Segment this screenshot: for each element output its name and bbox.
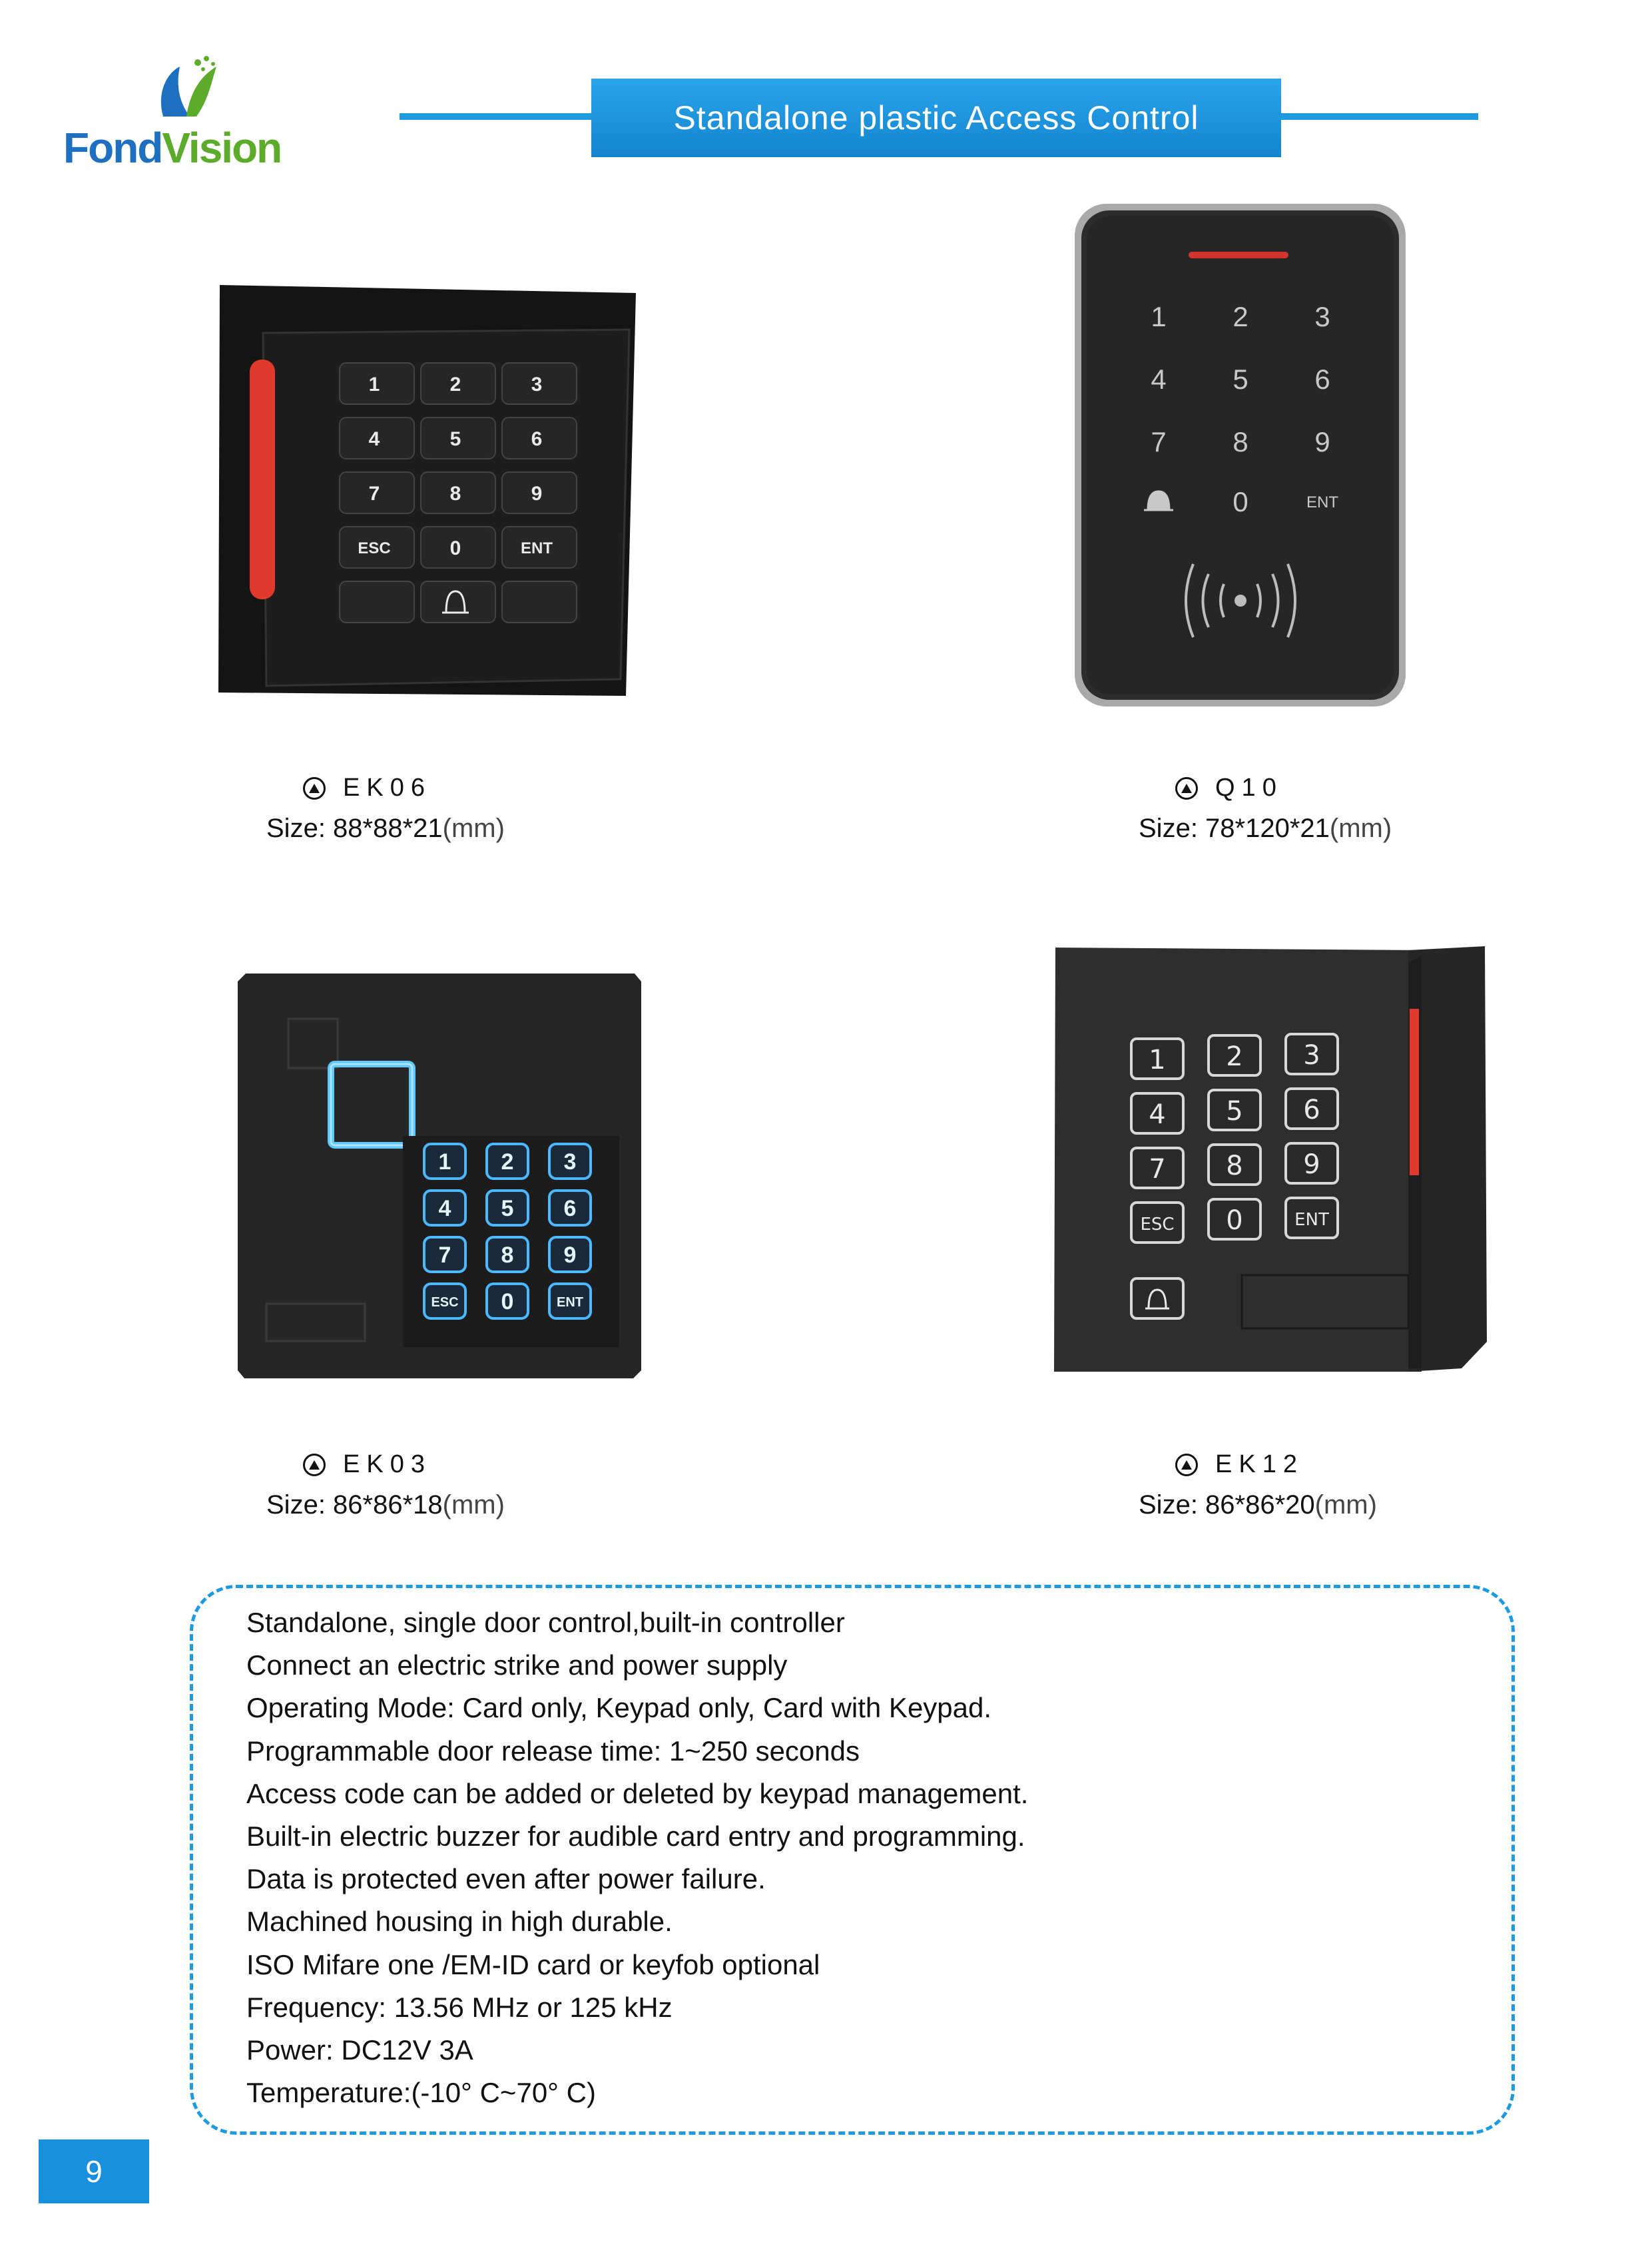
key-label: 4: [1151, 364, 1167, 395]
brand-name-part2: Vision: [162, 124, 282, 172]
key-label: 3: [1314, 301, 1330, 332]
size-value: Size: 88*88*21: [266, 814, 443, 843]
key-label: ESC: [431, 1295, 459, 1310]
key-label: 1: [368, 374, 380, 396]
spec-item: Programmable door release time: 1~250 seconds: [246, 1735, 860, 1767]
size-unit: (mm): [442, 814, 505, 843]
status-led: [1189, 252, 1288, 258]
model-label: [1175, 1450, 1304, 1479]
key-label: 6: [1314, 364, 1330, 395]
key-label: ESC: [358, 539, 391, 557]
status-light-bar: [1410, 1009, 1419, 1175]
spec-item: Standalone, single door control,built-in controller: [246, 1607, 845, 1638]
key-label: 2: [1233, 301, 1248, 332]
brand-name-part1: Fond: [63, 124, 162, 172]
key-label: 4: [1149, 1099, 1166, 1130]
key-label: 2: [449, 374, 461, 396]
size-unit: (mm): [1314, 1490, 1377, 1520]
key-label: 5: [449, 428, 461, 450]
product-image-ek06: [213, 280, 646, 699]
spec-item: Temperature:(-10° C~70° C): [246, 2077, 596, 2109]
key-label: ENT: [1306, 493, 1338, 511]
key-label: 3: [563, 1149, 577, 1175]
product-image-ek12: [1049, 942, 1492, 1375]
triangle-circle-icon: [303, 777, 326, 800]
key-label: 9: [563, 1243, 577, 1268]
keypad: [340, 363, 577, 623]
page-title: Standalone plastic Access Control: [591, 79, 1281, 157]
spec-item: Built-in electric buzzer for audible card entry and programming.: [246, 1821, 1025, 1852]
key-label: 4: [438, 1196, 451, 1221]
spec-item: ISO Mifare one /EM-ID card or keyfob optional: [246, 1948, 820, 1980]
leaf-logo-icon: [150, 53, 230, 127]
model-name: EK06: [343, 774, 431, 802]
spec-item: Data is protected even after power failure.: [246, 1863, 766, 1895]
size-label: [266, 1490, 505, 1520]
model-label: [303, 1450, 431, 1479]
key-label: 1: [1151, 301, 1167, 332]
spec-item: Access code can be added or deleted by keypad management.: [246, 1777, 1029, 1809]
key-label: 7: [368, 483, 380, 505]
product-image-q10: [1072, 201, 1408, 710]
spec-item: Frequency: 13.56 MHz or 125 kHz: [246, 1991, 673, 2023]
size-label: [1139, 1490, 1377, 1520]
key-label: 9: [1314, 426, 1330, 457]
key-label: 3: [1303, 1040, 1320, 1071]
key-label: 5: [1233, 364, 1248, 395]
key-label: 9: [1303, 1149, 1320, 1180]
key-label: 0: [1233, 486, 1248, 517]
key-label: 8: [449, 483, 461, 505]
key-label: 0: [501, 1289, 514, 1314]
key-label: 7: [438, 1243, 451, 1268]
key-label: 3: [531, 374, 543, 396]
key-label: ESC: [1140, 1215, 1175, 1235]
size-unit: (mm): [442, 1490, 505, 1520]
key-label: 0: [449, 537, 461, 559]
key-label: 9: [531, 483, 543, 505]
key-label: 6: [531, 428, 543, 450]
key-label: 1: [438, 1149, 451, 1175]
model-label: [303, 774, 431, 802]
key-label: 8: [501, 1243, 514, 1268]
size-label: [1139, 814, 1392, 844]
key-label: 8: [1226, 1151, 1243, 1181]
product-image-ek03: [236, 971, 644, 1380]
brand-logo: [63, 53, 316, 180]
spec-item: Connect an electric strike and power supply: [246, 1649, 788, 1681]
key-label: ENT: [1294, 1210, 1329, 1230]
key-label: 1: [1149, 1045, 1166, 1075]
model-name: EK12: [1215, 1450, 1304, 1478]
spec-item: Operating Mode: Card only, Keypad only, Card with Keypad.: [246, 1692, 992, 1724]
key-label: 5: [1226, 1096, 1243, 1127]
key-label: 2: [1226, 1041, 1243, 1072]
page-number: 9: [39, 2139, 149, 2203]
key-label: 7: [1151, 426, 1167, 457]
spec-list: [246, 1601, 1478, 2114]
size-value: Size: 86*86*20: [1139, 1490, 1315, 1520]
size-label: [266, 814, 505, 844]
key-label: 7: [1149, 1154, 1166, 1185]
key-label: 8: [1233, 426, 1248, 457]
size-value: Size: 78*120*21: [1139, 814, 1330, 843]
key-label: 5: [501, 1196, 514, 1221]
size-unit: (mm): [1329, 814, 1392, 843]
model-name: Q10: [1215, 774, 1283, 802]
model-label: [1175, 774, 1283, 802]
key-label: 6: [1303, 1095, 1320, 1125]
triangle-circle-icon: [303, 1454, 326, 1476]
triangle-circle-icon: [1175, 1454, 1198, 1476]
spec-item: Machined housing in high durable.: [246, 1906, 673, 1938]
status-light-bar: [250, 360, 275, 599]
spec-item: Power: DC12V 3A: [246, 2034, 473, 2066]
key-label: 0: [1226, 1205, 1243, 1236]
triangle-circle-icon: [1175, 777, 1198, 800]
key-label: 2: [501, 1149, 514, 1175]
brand-name: [63, 123, 281, 172]
key-label: 4: [368, 428, 380, 450]
key-label: ENT: [521, 539, 553, 557]
key-label: ENT: [557, 1295, 583, 1310]
key-label: 6: [563, 1196, 577, 1221]
size-value: Size: 86*86*18: [266, 1490, 443, 1520]
model-name: EK03: [343, 1450, 431, 1478]
